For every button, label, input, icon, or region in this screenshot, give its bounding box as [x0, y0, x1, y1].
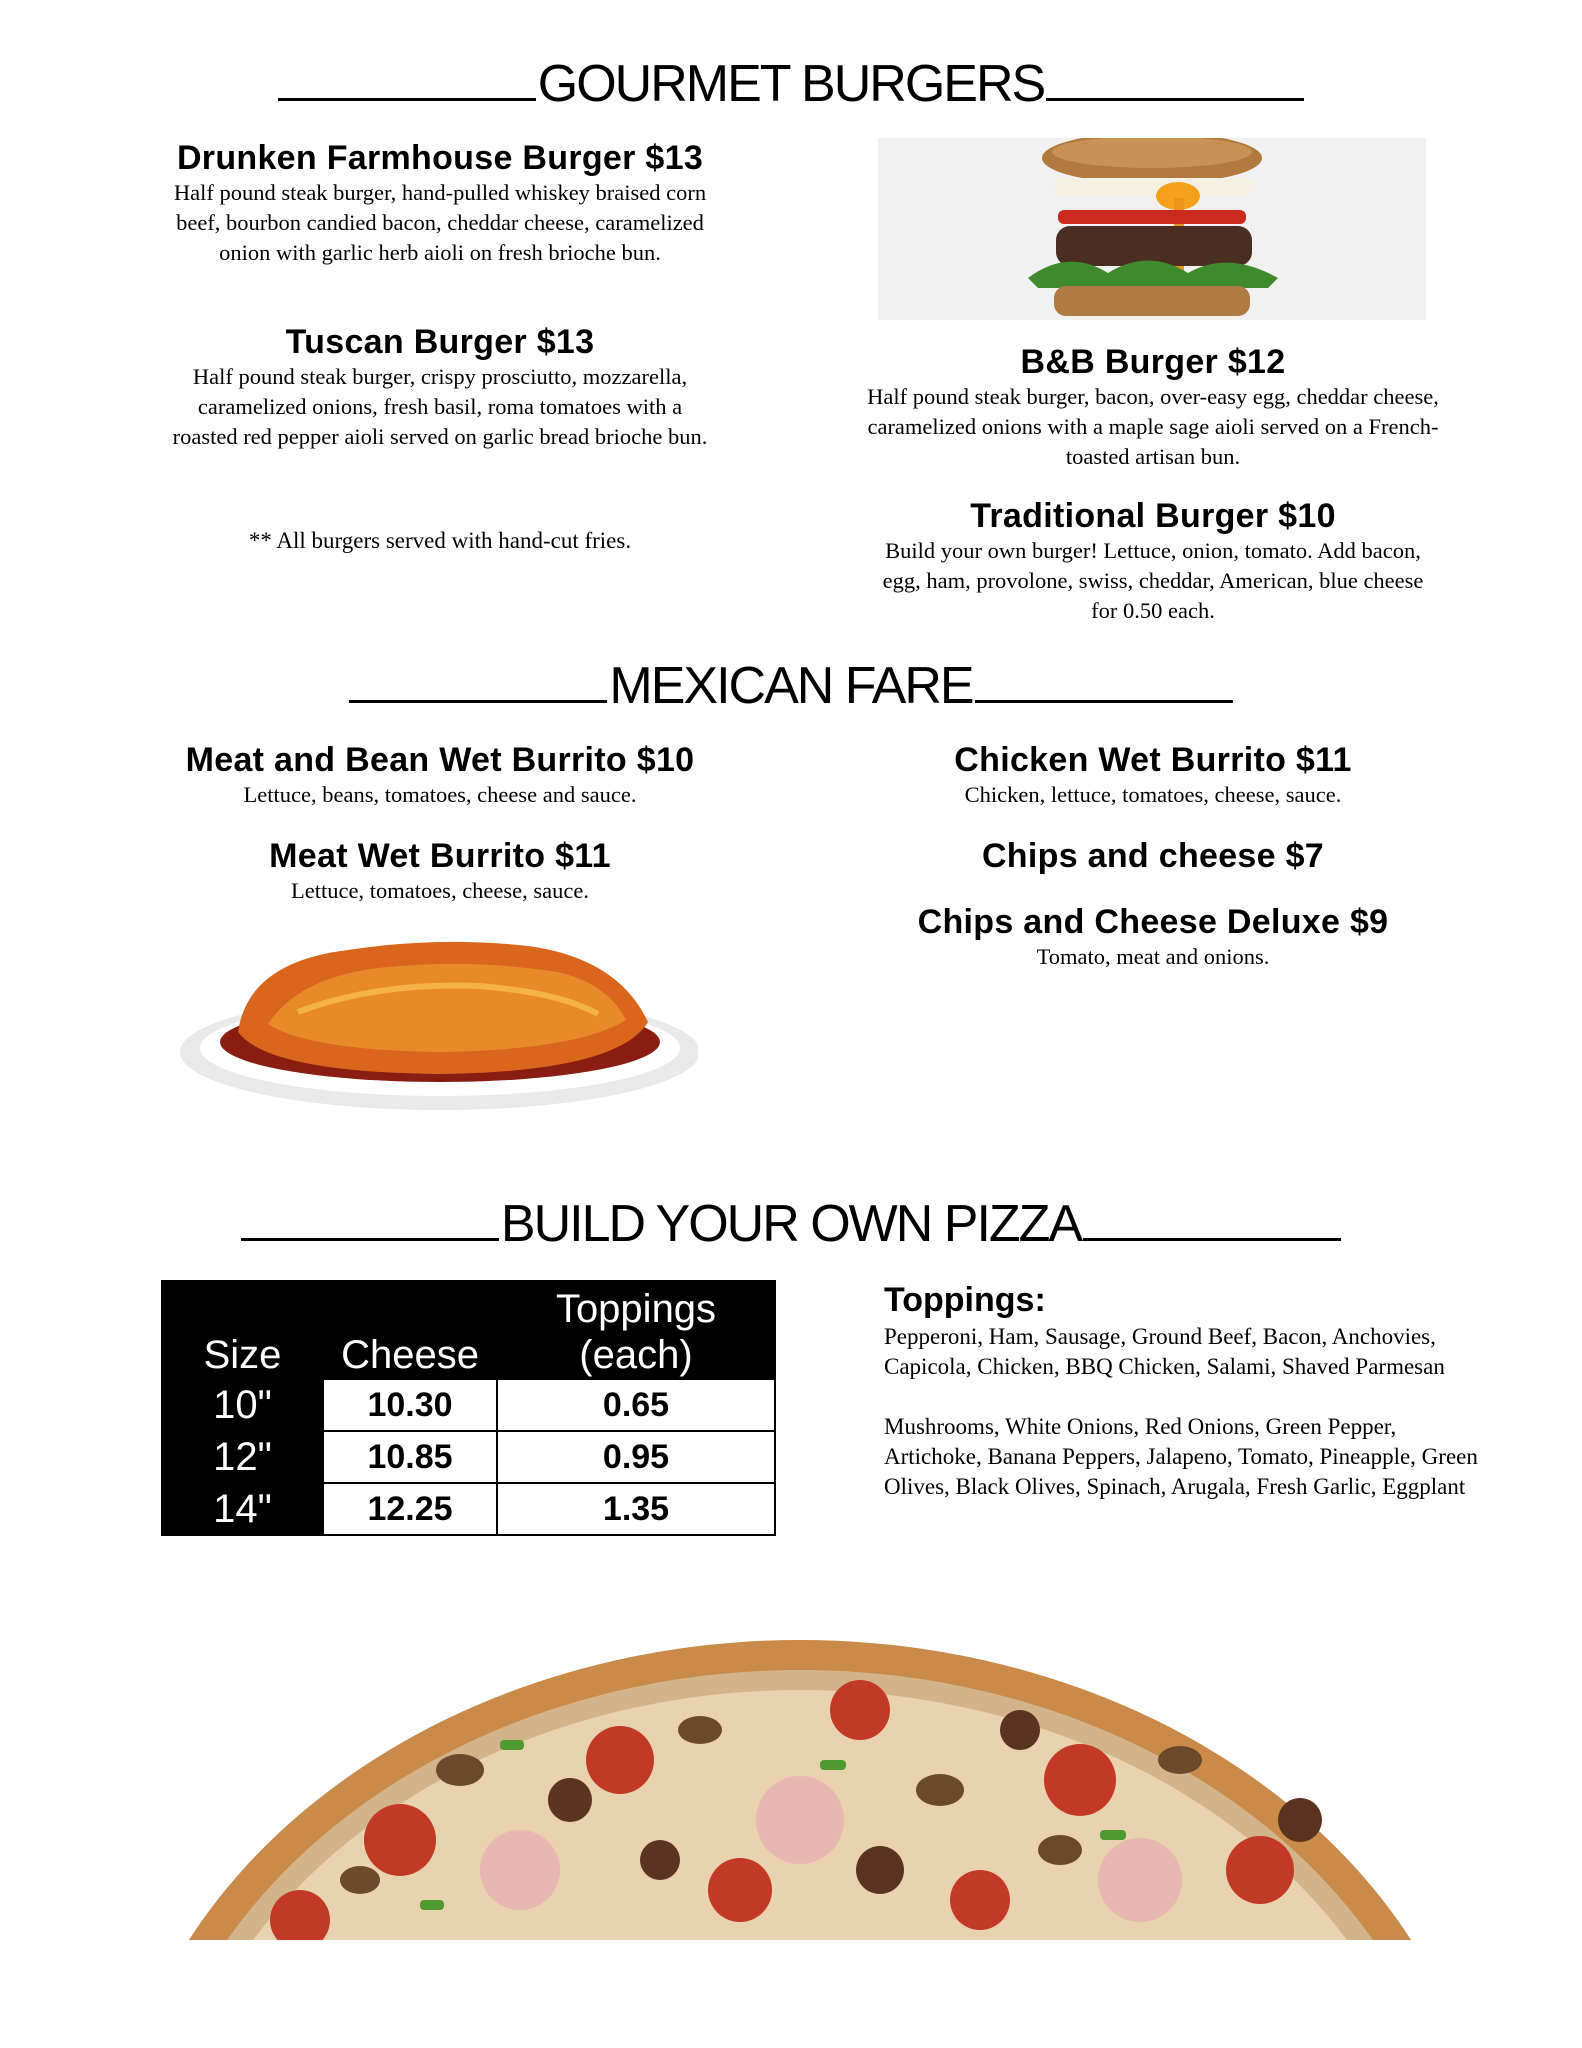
heading-rule-left: [349, 698, 607, 703]
table-row: [162, 1483, 775, 1535]
menu-item-chicken-burrito: [858, 740, 1448, 810]
burrito-photo: [178, 932, 698, 1112]
item-description: Half pound steak burger, bacon, over-easy egg, cheddar cheese, caramelized onions with a maple sage aioli served on a French-toasted artisan bun.: [867, 384, 1439, 469]
toppings-title: Toppings:: [884, 1281, 1046, 1319]
menu-item-bb-burger: [858, 342, 1448, 472]
size-cell: 12": [162, 1431, 323, 1483]
menu-item-chips-cheese: [858, 836, 1448, 876]
item-title: Drunken Farmhouse Burger $13: [176, 139, 704, 177]
mexican-heading-text: MEXICAN FARE: [609, 657, 973, 715]
header-toppings-line1: Toppings: [555, 1287, 717, 1331]
cheese-price-cell: 12.25: [323, 1483, 497, 1535]
burgers-heading-text: GOURMET BURGERS: [537, 55, 1045, 113]
item-title: Tuscan Burger $13: [285, 323, 595, 361]
header-size: Size: [162, 1281, 323, 1379]
pizza-heading: [0, 1194, 1582, 1254]
menu-item-tuscan: [140, 322, 740, 452]
heading-rule-right: [1046, 96, 1304, 101]
cheese-price-cell: 10.30: [323, 1379, 497, 1431]
item-title: Meat Wet Burrito $11: [269, 837, 611, 875]
size-cell: 10": [162, 1379, 323, 1431]
item-description: Build your own burger! Lettuce, onion, tomato. Add bacon, egg, ham, provolone, swiss, cheddar, American, blue cheese for 0.50 each.: [882, 538, 1424, 623]
heading-rule-left: [241, 1236, 499, 1241]
table-header-row: [162, 1281, 775, 1379]
item-title: Chicken Wet Burrito $11: [954, 741, 1352, 779]
header-toppings-line2: (each): [579, 1333, 693, 1377]
table-row: [162, 1379, 775, 1431]
toppings-price-cell: 0.95: [497, 1431, 775, 1483]
item-description: Lettuce, tomatoes, cheese, sauce.: [291, 878, 589, 903]
burger-photo: [878, 138, 1426, 320]
item-description: Half pound steak burger, crispy prosciutto, mozzarella, caramelized onions, fresh basil, roma tomatoes with a roasted red pepper aioli served on garlic bread brioche bun.: [172, 364, 708, 449]
menu-item-chips-cheese-deluxe: [858, 902, 1448, 972]
toppings-price-cell: 0.65: [497, 1379, 775, 1431]
header-cheese: Cheese: [323, 1281, 497, 1379]
menu-item-meat-burrito: [140, 836, 740, 906]
heading-rule-right: [1083, 1236, 1341, 1241]
pizza-photo: [100, 1640, 1482, 1940]
pizza-heading-text: BUILD YOUR OWN PIZZA: [500, 1195, 1082, 1253]
toppings-price-cell: 1.35: [497, 1483, 775, 1535]
mexican-heading: [0, 656, 1582, 716]
pizza-price-table: [161, 1280, 776, 1536]
size-cell: 14": [162, 1483, 323, 1535]
item-description: Chicken, lettuce, tomatoes, cheese, sauce.: [964, 782, 1342, 807]
cheese-price-cell: 10.85: [323, 1431, 497, 1483]
item-title: Chips and Cheese Deluxe $9: [917, 903, 1389, 941]
item-description: Tomato, meat and onions.: [1036, 944, 1270, 969]
item-description: Lettuce, beans, tomatoes, cheese and sauce.: [243, 782, 637, 807]
toppings-list: [884, 1278, 1484, 1502]
heading-rule-right: [975, 698, 1233, 703]
burgers-fries-note: ** All burgers served with hand-cut fries.: [248, 528, 632, 553]
header-toppings: [497, 1281, 775, 1379]
menu-item-drunken-farmhouse: [140, 138, 740, 268]
burgers-heading: [0, 54, 1582, 114]
toppings-meats: Pepperoni, Ham, Sausage, Ground Beef, Bacon, Anchovies, Capicola, Chicken, BBQ Chicken, Salami, Shaved Parmesan: [884, 1324, 1445, 1379]
item-title: B&B Burger $12: [1020, 343, 1286, 381]
toppings-spacer: [884, 1382, 1484, 1412]
item-title: Meat and Bean Wet Burrito $10: [185, 741, 695, 779]
menu-item-meat-bean-burrito: [140, 740, 740, 810]
item-title: Traditional Burger $10: [970, 497, 1336, 535]
table-row: [162, 1431, 775, 1483]
heading-rule-left: [278, 96, 536, 101]
menu-item-traditional-burger: [858, 496, 1448, 626]
item-title: Chips and cheese $7: [981, 837, 1325, 875]
item-description: Half pound steak burger, hand-pulled whiskey braised corn beef, bourbon candied bacon, cheddar cheese, caramelized onion with garlic herb aioli on fresh brioche bun.: [173, 180, 707, 265]
toppings-veggies: Mushrooms, White Onions, Red Onions, Green Pepper, Artichoke, Banana Peppers, Jalapeno, Tomato, Pineapple, Green Olives, Black Olives, Spinach, Arugala, Fresh Garlic, Eggplant: [884, 1414, 1478, 1499]
